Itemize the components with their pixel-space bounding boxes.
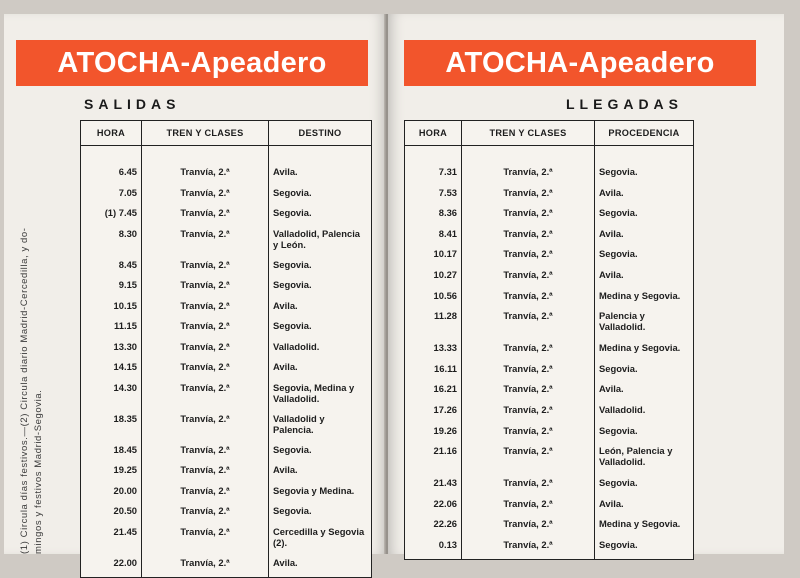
hora-cell: 6.45 [81,166,142,187]
departures-body [81,146,372,578]
header-hora: HORA [81,121,142,146]
tren-cell: Tranvía, 2.ª [142,413,269,444]
section-title-salidas: SALIDAS [84,96,181,112]
table-row [81,207,372,228]
tren-cell: Tranvía, 2.ª [142,300,269,321]
destino-cell: Valladolid. [273,340,320,352]
table-row [405,518,694,539]
destino-cell: Segovia. [273,443,312,455]
hora-cell: 7.31 [405,166,462,187]
tren-cell: Tranvía, 2.ª [462,539,595,560]
station-banner-left: ATOCHA-Apeadero [16,40,368,86]
destino-cell: Avila. [273,166,298,177]
procedencia-cell: Medina y Segovia. [599,518,681,530]
destino-cell: Segovia. [273,258,312,270]
hora-cell: 13.33 [405,342,462,363]
tren-cell: Tranvía, 2.ª [462,187,595,208]
procedencia-cell: Medina y Segovia. [599,289,681,301]
tren-cell: Tranvía, 2.ª [462,383,595,404]
hora-cell: 22.06 [405,498,462,519]
destino-cell: Segovia, Medina y Valladolid. [273,381,355,404]
hora-cell: 20.00 [81,485,142,506]
table-row [81,300,372,321]
hora-cell: 18.45 [81,444,142,465]
hora-cell: 21.43 [405,477,462,498]
hora-cell: 10.15 [81,300,142,321]
tren-cell: Tranvía, 2.ª [462,228,595,249]
destino-cell: Cercedilla y Segovia (2). [273,525,365,548]
table-row [81,557,372,578]
table-row [405,445,694,477]
table-row [405,425,694,446]
header-hora: HORA [405,121,462,146]
procedencia-cell: Palencia y Valladolid. [599,310,646,333]
tren-cell: Tranvía, 2.ª [142,341,269,362]
table-row [81,361,372,382]
right-page [388,14,784,554]
table-row [405,383,694,404]
destino-cell: Valladolid y Palencia. [273,412,325,435]
procedencia-cell: Segovia. [599,539,638,550]
tren-cell: Tranvía, 2.ª [142,207,269,228]
table-row [405,404,694,425]
hora-cell: 19.26 [405,425,462,446]
procedencia-cell: Segovia. [599,166,638,178]
procedencia-cell: Medina y Segovia. [599,342,681,354]
hora-cell: 7.53 [405,187,462,208]
table-row [405,166,694,187]
tren-cell: Tranvía, 2.ª [462,269,595,290]
procedencia-cell: Segovia. [599,477,638,489]
procedencia-cell: Avila. [599,227,624,239]
procedencia-cell: Segovia. [599,424,638,436]
table-row [405,477,694,498]
hora-cell: 10.27 [405,269,462,290]
hora-cell: 17.26 [405,404,462,425]
procedencia-cell: Avila. [599,186,624,198]
hora-cell: 8.41 [405,228,462,249]
table-row [81,259,372,280]
hora-cell: 14.15 [81,361,142,382]
procedencia-cell: Segovia. [599,362,638,374]
departures-table [80,120,372,578]
hora-cell: 10.17 [405,248,462,269]
table-row [81,444,372,465]
hora-cell: 11.15 [81,320,142,341]
header-destino: DESTINO [269,121,372,146]
hora-cell: 19.25 [81,464,142,485]
tren-cell: Tranvía, 2.ª [142,320,269,341]
hora-cell: 16.11 [405,363,462,384]
table-row [405,269,694,290]
table-row [81,187,372,208]
hora-cell: 8.45 [81,259,142,280]
table-row [81,228,372,259]
table-row [405,342,694,363]
tren-cell: Tranvía, 2.ª [462,498,595,519]
tren-cell: Tranvía, 2.ª [142,557,269,578]
hora-cell: 8.36 [405,207,462,228]
destino-cell: Segovia. [273,505,312,516]
vertical-footnote [18,114,48,554]
hora-cell: 7.05 [81,187,142,208]
header-procedencia: PROCEDENCIA [595,121,694,146]
tren-cell: Tranvía, 2.ª [142,279,269,300]
tren-cell: Tranvía, 2.ª [462,166,595,187]
procedencia-cell: Segovia. [599,248,638,260]
hora-cell: (1) 7.45 [81,207,142,228]
tren-cell: Tranvía, 2.ª [462,342,595,363]
table-row [81,526,372,557]
footnote-line-1: (1) Circula días festivos.—(2) Circula diario Madrid-Cercedilla, y do- [19,227,30,554]
table-row [81,341,372,362]
table-row [405,363,694,384]
hora-cell: 16.21 [405,383,462,404]
hora-cell: 9.15 [81,279,142,300]
procedencia-cell: Avila. [599,269,624,281]
section-title-llegadas: LLEGADAS [566,96,683,112]
tren-cell: Tranvía, 2.ª [142,228,269,259]
table-row [405,187,694,208]
hora-cell: 14.30 [81,382,142,413]
tren-cell: Tranvía, 2.ª [462,248,595,269]
tren-cell: Tranvía, 2.ª [462,425,595,446]
tren-cell: Tranvía, 2.ª [462,477,595,498]
station-banner-right: ATOCHA-Apeadero [404,40,756,86]
hora-cell: 21.45 [81,526,142,557]
hora-cell: 18.35 [81,413,142,444]
procedencia-cell: Valladolid. [599,404,646,416]
hora-cell: 20.50 [81,505,142,526]
destino-cell: Avila. [273,299,298,311]
footnote-line-2: mingos y festivos Madrid-Segovia. [33,389,44,554]
table-row [405,498,694,519]
table-row [81,505,372,526]
table-row [81,166,372,187]
table-row [81,279,372,300]
destino-cell: Segovia. [273,279,312,290]
tren-cell: Tranvía, 2.ª [142,505,269,526]
tren-cell: Tranvía, 2.ª [462,310,595,342]
tren-cell: Tranvía, 2.ª [462,207,595,228]
destino-cell: Valladolid, Palencia y León. [273,227,361,250]
table-row [81,464,372,485]
hora-cell: 10.56 [405,290,462,311]
tren-cell: Tranvía, 2.ª [462,363,595,384]
table-row [405,539,694,560]
table-row [405,310,694,342]
hora-cell: 22.00 [81,557,142,578]
tren-cell: Tranvía, 2.ª [462,290,595,311]
tren-cell: Tranvía, 2.ª [142,187,269,208]
left-page [4,14,386,568]
tren-cell: Tranvía, 2.ª [142,444,269,465]
hora-cell: 8.30 [81,228,142,259]
destino-cell: Avila. [273,464,298,475]
tren-cell: Tranvía, 2.ª [142,166,269,187]
table-row [405,207,694,228]
tren-cell: Tranvía, 2.ª [462,445,595,477]
tren-cell: Tranvía, 2.ª [142,259,269,280]
table-row [81,485,372,506]
tren-cell: Tranvía, 2.ª [142,526,269,557]
arrivals-table [404,120,694,560]
tren-cell: Tranvía, 2.ª [142,485,269,506]
destino-cell: Segovia y Medina. [273,484,355,496]
procedencia-cell: Avila. [599,383,624,395]
table-row [81,320,372,341]
hora-cell: 0.13 [405,539,462,560]
table-row [81,382,372,413]
destino-cell: Avila. [273,556,298,568]
hora-cell: 11.28 [405,310,462,342]
procedencia-cell: León, Palencia y Valladolid. [599,445,673,468]
table-row [405,228,694,249]
tren-cell: Tranvía, 2.ª [142,361,269,382]
hora-cell: 13.30 [81,341,142,362]
header-tren: TREN Y CLASES [462,121,595,146]
hora-cell: 21.16 [405,445,462,477]
procedencia-cell: Segovia. [599,207,638,219]
procedencia-cell: Avila. [599,497,624,509]
tren-cell: Tranvía, 2.ª [462,518,595,539]
destino-cell: Segovia. [273,320,312,331]
tren-cell: Tranvía, 2.ª [462,404,595,425]
table-row [405,248,694,269]
destino-cell: Avila. [273,361,298,372]
header-tren: TREN Y CLASES [142,121,269,146]
table-row [405,290,694,311]
tren-cell: Tranvía, 2.ª [142,382,269,413]
arrivals-body [405,146,694,560]
table-row [81,413,372,444]
tren-cell: Tranvía, 2.ª [142,464,269,485]
destino-cell: Segovia. [273,207,312,218]
destino-cell: Segovia. [273,186,312,198]
hora-cell: 22.26 [405,518,462,539]
